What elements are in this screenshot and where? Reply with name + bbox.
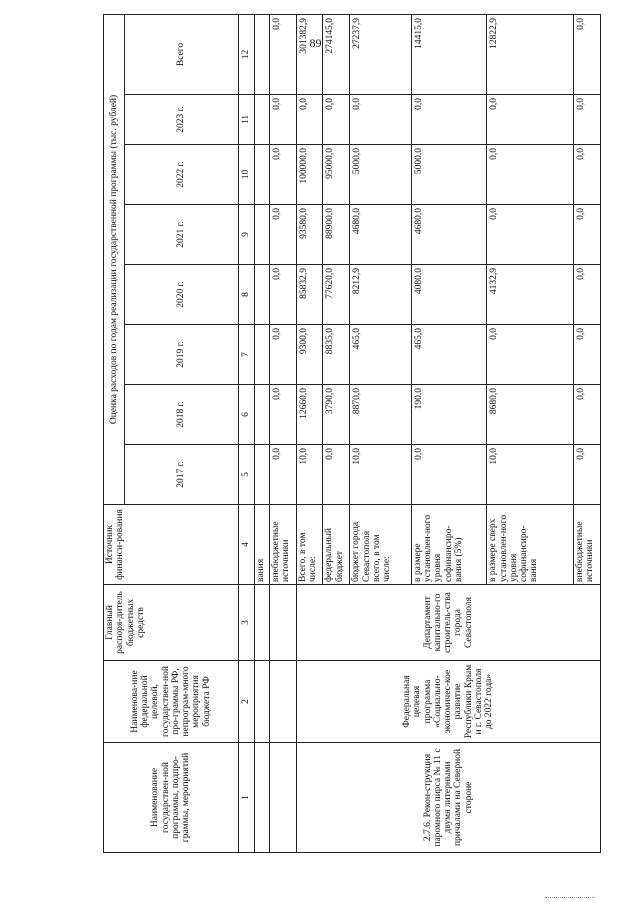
value-cell: 8835,0 [323, 325, 350, 385]
value-cell: 9300,0 [296, 325, 323, 385]
value-cell: 0,0 [487, 325, 574, 385]
source-cell: Всего, в том числе: [296, 505, 323, 585]
header-budget-manager: Главный распоря-дитель бюджетных средств [104, 585, 239, 661]
index-cell: 7 [238, 325, 254, 385]
index-cell: 8 [238, 265, 254, 325]
source-cell: бюджет города Севастополя всего, в том числе: [350, 505, 412, 585]
empty-cell [254, 205, 269, 265]
value-cell: 4680,0 [411, 205, 486, 265]
index-cell: 2 [238, 661, 254, 743]
empty-cell [254, 265, 269, 325]
value-cell: 0,0 [269, 95, 296, 145]
value-cell: 95000,0 [323, 145, 350, 205]
value-cell: 12660,0 [296, 385, 323, 445]
value-cell: 10,0 [350, 445, 412, 505]
value-cell: 4080,0 [411, 265, 486, 325]
value-cell: 301382,9 [296, 14, 323, 94]
value-cell: 0,0 [574, 265, 601, 325]
value-cell: 0,0 [574, 325, 601, 385]
value-cell: 8212,9 [350, 265, 412, 325]
value-cell: 0,0 [269, 325, 296, 385]
header-year-2020: 2020 г. [124, 265, 238, 325]
value-cell: 8870,0 [350, 385, 412, 445]
value-cell: 77620,0 [323, 265, 350, 325]
value-cell: 0,0 [323, 445, 350, 505]
value-cell: 0,0 [574, 445, 601, 505]
value-cell: 0,0 [574, 95, 601, 145]
empty-cell [254, 325, 269, 385]
value-cell: 0,0 [574, 385, 601, 445]
empty-cell [254, 585, 269, 661]
value-cell: 0,0 [269, 265, 296, 325]
value-cell: 0,0 [296, 95, 323, 145]
value-cell: 274145,0 [323, 14, 350, 94]
value-cell: 0,0 [487, 145, 574, 205]
value-cell: 100000,0 [296, 145, 323, 205]
empty-cell [254, 145, 269, 205]
budget-table [103, 14, 601, 853]
header-federal-program: Наименова-ние федеральной целевой, государствен-ной про-граммы РФ, непрограм-много мероприятия бюджета РФ [104, 661, 239, 743]
value-cell: 0,0 [487, 205, 574, 265]
value-cell: 4132,9 [487, 265, 574, 325]
value-cell: 0,0 [487, 95, 574, 145]
value-cell: 0,0 [350, 95, 412, 145]
index-cell: 10 [238, 145, 254, 205]
empty-cell [254, 661, 269, 743]
header-funding-source: Источник финанси-рования [104, 505, 239, 585]
value-cell: 190,0 [411, 385, 486, 445]
value-cell: 85832,9 [296, 265, 323, 325]
empty-cell [254, 95, 269, 145]
header-program-name: Наименование государствен-ной программы, подпро-граммы, мероприятий [104, 743, 239, 853]
value-cell: 0,0 [411, 445, 486, 505]
header-year-2018: 2018 г. [124, 385, 238, 445]
empty-cell [254, 445, 269, 505]
value-cell: 0,0 [269, 145, 296, 205]
value-cell: 4680,0 [350, 205, 412, 265]
header-expense-estimate: Оценка расходов по годам реализации государственной программы (тыс. рублей) [104, 14, 125, 504]
value-cell: 93580,0 [296, 205, 323, 265]
index-cell: 12 [238, 14, 254, 94]
header-year-2017: 2017 г. [124, 445, 238, 505]
value-cell: 88900,0 [323, 205, 350, 265]
value-cell: 465,0 [411, 325, 486, 385]
source-cell: внебюджетные источники [269, 505, 296, 585]
index-cell: 4 [238, 505, 254, 585]
index-cell: 11 [238, 95, 254, 145]
header-year-2022: 2022 г. [124, 145, 238, 205]
header-row-group [104, 14, 125, 852]
item-manager-cell: Департамент капитально-го строитель-ства города Севастополя [296, 585, 600, 661]
value-cell: 0,0 [269, 385, 296, 445]
carry-row [254, 14, 269, 852]
index-cell: 1 [238, 743, 254, 853]
value-cell: 0,0 [269, 445, 296, 505]
value-cell: 0,0 [574, 145, 601, 205]
value-cell: 8680,0 [487, 385, 574, 445]
empty-cell [269, 743, 296, 853]
value-cell: 0,0 [411, 95, 486, 145]
header-year-2021: 2021 г. [124, 205, 238, 265]
source-cell: вания [254, 505, 269, 585]
value-cell: 5000,0 [350, 145, 412, 205]
value-cell: 14415,0 [411, 14, 486, 94]
value-cell: 10,0 [487, 445, 574, 505]
empty-cell [269, 585, 296, 661]
item-program-cell: Федеральная целевая программа «Социально-экономичес-кое развитие Республики Крым и г. Севастополя до 2022 года» [296, 661, 600, 743]
header-total: Всего [124, 14, 238, 94]
item-name-cell: 2.7.6. Рекон-струкция паромного пирса № 11 с двумя литерными причалами на Северной стороне [296, 743, 600, 853]
empty-cell [254, 743, 269, 853]
rotated-table-wrapper [103, 17, 601, 853]
value-cell: 0,0 [269, 14, 296, 94]
page-edge-mark [545, 897, 595, 898]
empty-cell [254, 14, 269, 94]
index-cell: 9 [238, 205, 254, 265]
empty-cell [254, 385, 269, 445]
index-cell: 6 [238, 385, 254, 445]
table-row [296, 14, 323, 852]
index-cell: 3 [238, 585, 254, 661]
value-cell: 10,0 [296, 445, 323, 505]
value-cell: 27237,9 [350, 14, 412, 94]
header-year-2019: 2019 г. [124, 325, 238, 385]
index-cell: 5 [238, 445, 254, 505]
table-row [269, 14, 296, 852]
source-cell: внебюджетные источники [574, 505, 601, 585]
value-cell: 0,0 [574, 14, 601, 94]
source-cell: в размере сверх установлен-ного уровня софинансиро-вания [487, 505, 574, 585]
value-cell: 12822,9 [487, 14, 574, 94]
value-cell: 3790,0 [323, 385, 350, 445]
value-cell: 0,0 [574, 205, 601, 265]
empty-cell [269, 661, 296, 743]
page-number: 89 [309, 36, 322, 50]
source-cell: в размере установлен-ного уровня софинансиро-вания (5%) [411, 505, 486, 585]
source-cell: федеральный бюджет [323, 505, 350, 585]
value-cell: 0,0 [323, 95, 350, 145]
value-cell: 465,0 [350, 325, 412, 385]
header-year-2023: 2023 г. [124, 95, 238, 145]
value-cell: 0,0 [269, 205, 296, 265]
value-cell: 5000,0 [411, 145, 486, 205]
index-row [238, 14, 254, 852]
